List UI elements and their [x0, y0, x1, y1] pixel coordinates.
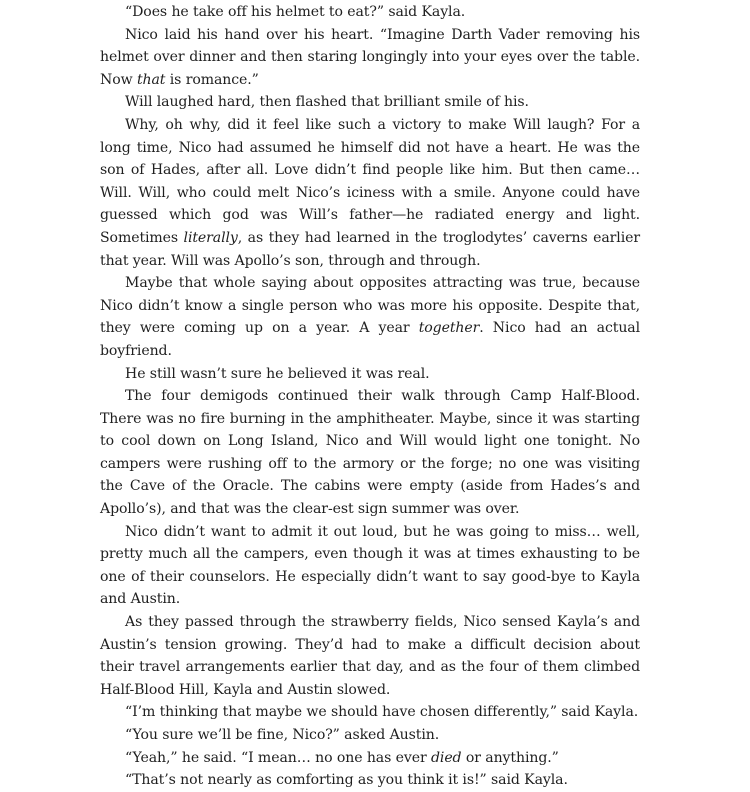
text-run: “I’m thinking that maybe we should have chosen differently,” said Kayla. [125, 704, 639, 721]
text-run: . Nico had an actual boyfriend. [100, 320, 641, 359]
text-run: Nico didn’t want to admit it out loud, but he was going to miss… well, pretty much all the campers, even though it was at times exhausting to be one of their counselors. He especially didn’t want to say good-bye to Kayla and Austin. [100, 523, 640, 608]
book-page [100, 1, 640, 792]
text-run: is romance.” [165, 71, 259, 88]
text-run: Nico laid his hand over his heart. “Imagine Darth Vader removing his helmet over dinner and then staring longingly into your eyes over the table. Now [100, 26, 640, 88]
paragraph-10 [100, 701, 640, 724]
paragraph-1 [100, 1, 640, 24]
paragraph-6 [100, 363, 640, 386]
paragraph-3 [100, 91, 640, 114]
paragraph-8 [100, 521, 640, 611]
text-run: The four demigods continued their walk through Camp Half-Blood. There was no fire burning in the amphitheater. Maybe, since it was starting to cool down on Long Island, Nico and Will would light one tonight. No campers were rushing off to the armory or the forge; no one was visiting the Cave of the Oracle. The cabins were empty (aside from Hades’s and Apollo’s), and that was the clear-est sign summer was over. [100, 388, 640, 518]
emphasis-run: together [418, 320, 480, 337]
text-run: or anything.” [461, 749, 559, 766]
paragraph-9 [100, 611, 640, 701]
paragraph-5 [100, 272, 640, 362]
text-run: He still wasn’t sure he believed it was real. [125, 365, 430, 382]
text-run: “You sure we’ll be fine, Nico?” asked Austin. [125, 727, 440, 743]
text-run: “Does he take off his helmet to eat?” said Kayla. [125, 4, 466, 20]
text-run: “Yeah,” he said. “I mean… no one has ever [125, 749, 431, 766]
paragraph-11 [100, 724, 640, 747]
text-run: Why, oh why, did it feel like such a victory to make Will laugh? For a long time, Nico had assumed he himself did not have a heart. He was the son of Hades, after all. Love didn’t find people like him. But then came… Will. Will, who could melt Nico’s iciness with a smile. Anyone could have guessed which god was Will’s father—he radiated energy and light. Sometimes [100, 116, 640, 246]
text-run: “That’s not nearly as comforting as you think it is!” said Kayla. [125, 772, 568, 789]
text-run: As they passed through the strawberry fields, Nico sensed Kayla’s and Austin’s tension growing. They’d had to make a difficult decision about their travel arrangements earlier that day, and as the four of them climbed Half-Blood Hill, Kayla and Austin slowed. [100, 614, 640, 698]
text-run: Maybe that whole saying about opposites attracting was true, because Nico didn’t know a single person who was more his opposite. Despite that, they were coming up on a year. A year [100, 275, 640, 337]
text-run: Will laughed hard, then flashed that brilliant smile of his. [125, 94, 529, 111]
paragraph-4 [100, 114, 640, 272]
paragraph-13 [100, 769, 640, 792]
emphasis-run: that [136, 71, 166, 88]
emphasis-run: died [430, 749, 462, 766]
text-run: , as they had learned in the troglodytes’ caverns earlier that year. Will was Apollo’s son, through and through. [100, 229, 640, 269]
paragraph-2 [100, 24, 640, 92]
emphasis-run: literally [183, 229, 238, 246]
paragraph-7 [100, 385, 640, 521]
